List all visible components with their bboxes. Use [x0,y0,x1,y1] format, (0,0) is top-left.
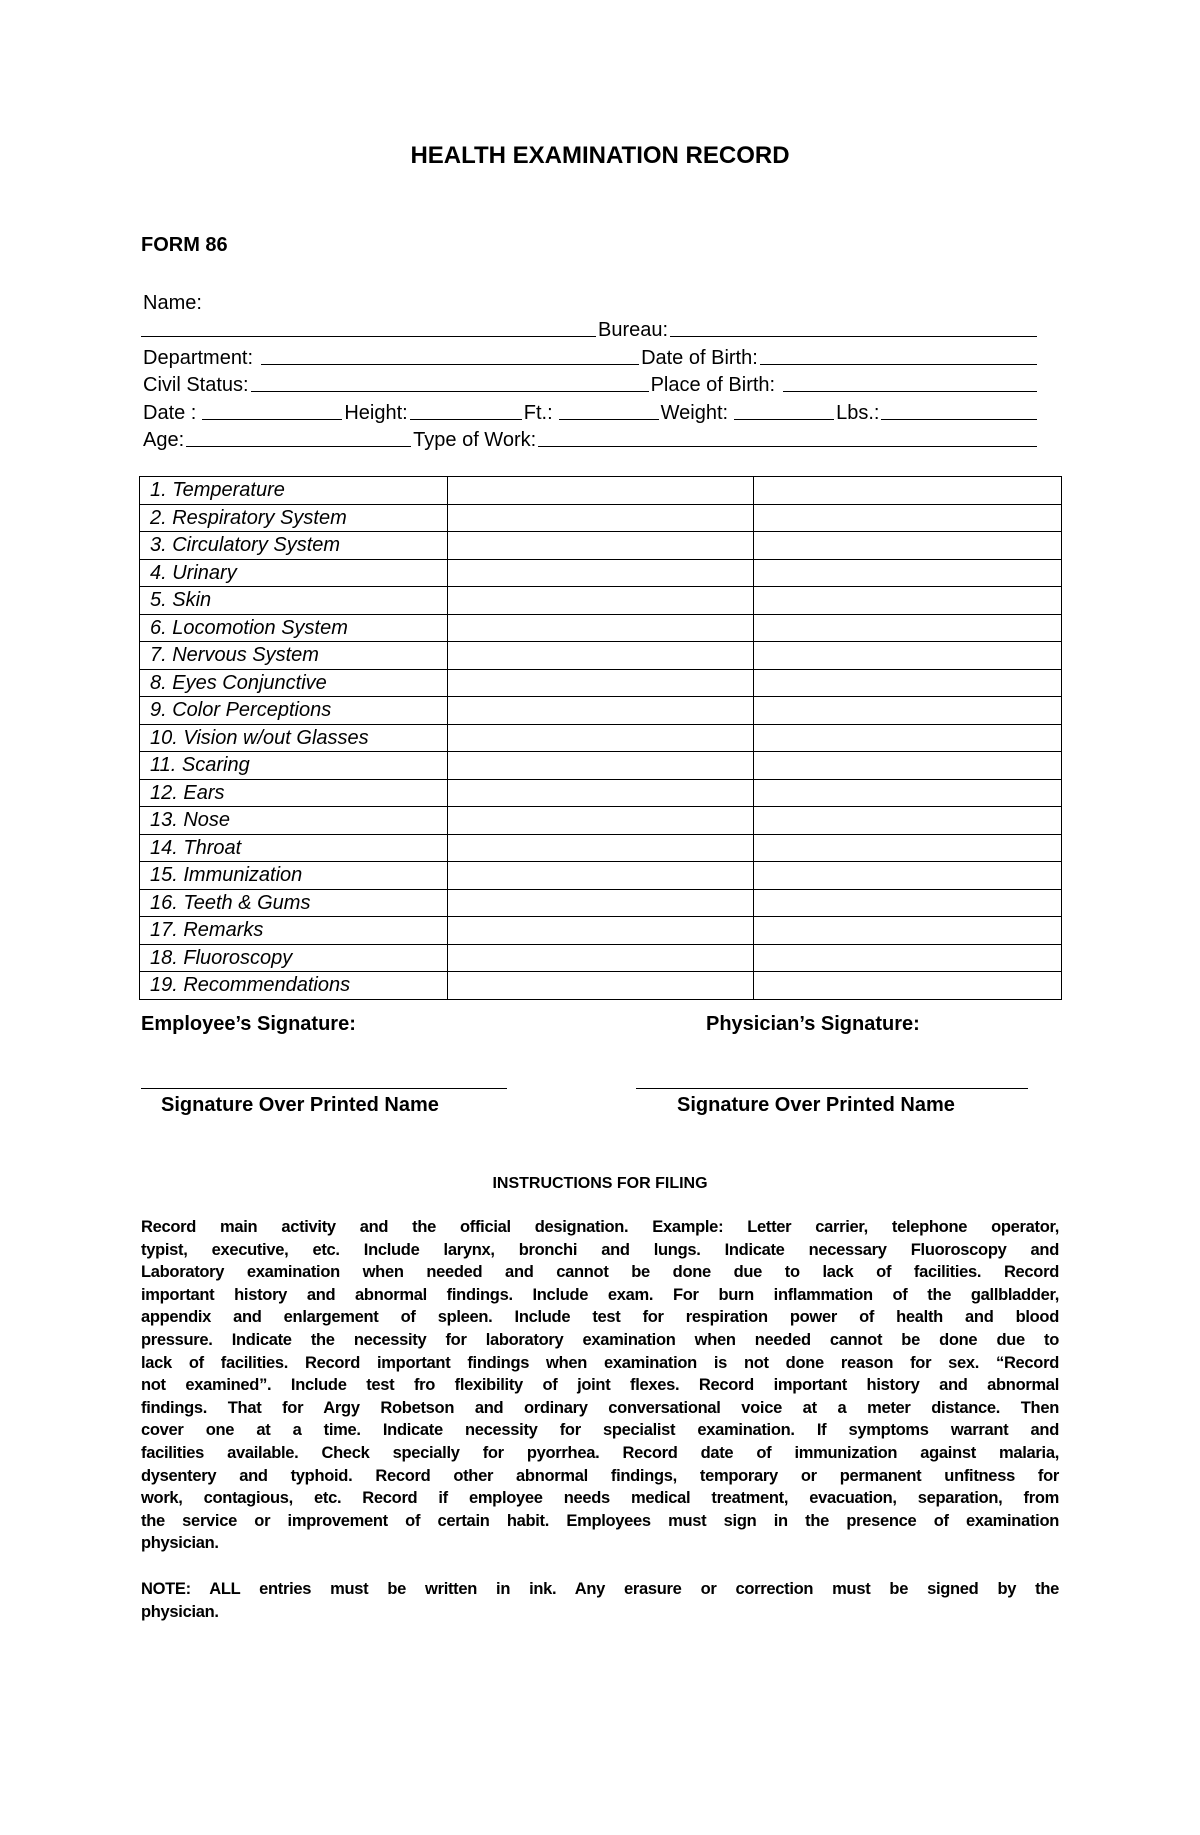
exam-result-cell[interactable] [448,559,754,587]
date-field[interactable] [202,419,342,420]
exam-notes-cell[interactable] [754,477,1062,505]
exam-notes-cell[interactable] [754,559,1062,587]
exam-item-label: 1. Temperature [140,477,448,505]
exam-item-label: 12. Ears [140,779,448,807]
paragraph-line: pressure. Indicate the necessity for laboratory examination when needed cannot be done due to [141,1330,1059,1349]
exam-item-label: 8. Eyes Conjunctive [140,669,448,697]
table-row [140,917,1062,945]
exam-result-cell[interactable] [448,972,754,1000]
department-field[interactable] [261,364,639,365]
table-row [140,862,1062,890]
paragraph-line: Laboratory examination when needed and cannot be done due to lack of facilities. Record [141,1263,1059,1282]
exam-result-cell[interactable] [448,724,754,752]
employee-signature-caption: Signature Over Printed Name [161,1094,439,1116]
exam-item-label: 13. Nose [140,807,448,835]
paragraph-line: physician. [141,1534,219,1553]
exam-result-cell[interactable] [448,532,754,560]
exam-item-label: 9. Color Perceptions [140,697,448,725]
physician-signature-caption: Signature Over Printed Name [677,1094,955,1116]
lbs-label: Lbs.: [836,401,880,424]
exam-notes-cell[interactable] [754,779,1062,807]
department-label: Department: [143,346,254,369]
type-of-work-field[interactable] [538,446,1037,447]
examination-table [139,476,1062,1000]
table-row [140,889,1062,917]
table-row [140,779,1062,807]
exam-notes-cell[interactable] [754,614,1062,642]
exam-notes-cell[interactable] [754,972,1062,1000]
exam-result-cell[interactable] [448,807,754,835]
height-label: Height: [344,401,408,424]
exam-item-label: 7. Nervous System [140,642,448,670]
exam-item-label: 5. Skin [140,587,448,615]
table-row [140,972,1062,1000]
paragraph-line: work, contagious, etc. Record if employee needs medical treatment, evacuation, separation, from [141,1489,1059,1508]
exam-result-cell[interactable] [448,697,754,725]
paragraph-line: appendix and enlargement of spleen. Include test for respiration power of health and blood [141,1308,1059,1327]
note-line: physician. [141,1602,219,1621]
exam-result-cell[interactable] [448,642,754,670]
table-row [140,834,1062,862]
type-of-work-label: Type of Work: [413,429,537,451]
paragraph-line: not examined”. Include test fro flexibility of joint flexes. Record important history and abnormal [141,1376,1059,1395]
paragraph-line: lack of facilities. Record important findings when examination is not done reason for sex. “Record [141,1353,1059,1372]
exam-result-cell[interactable] [448,587,754,615]
exam-notes-cell[interactable] [754,532,1062,560]
weight-label: Weight: [660,401,729,424]
exam-item-label: 14. Throat [140,834,448,862]
exam-notes-cell[interactable] [754,697,1062,725]
exam-result-cell[interactable] [448,944,754,972]
exam-notes-cell[interactable] [754,669,1062,697]
lbs-field[interactable] [881,419,1037,420]
exam-result-cell[interactable] [448,504,754,532]
exam-item-label: 18. Fluoroscopy [140,944,448,972]
table-row [140,752,1062,780]
exam-item-label: 15. Immunization [140,862,448,890]
civil-status-field[interactable] [251,391,649,392]
place-of-birth-label: Place of Birth: [650,374,776,396]
height-field[interactable] [410,419,522,420]
date-of-birth-label: Date of Birth: [641,346,758,369]
name-field[interactable] [141,336,596,337]
exam-notes-cell[interactable] [754,504,1062,532]
exam-result-cell[interactable] [448,862,754,890]
exam-item-label: 6. Locomotion System [140,614,448,642]
paragraph-line: findings. That for Argy Robetson and ordinary conversational voice at a meter distance. Then [141,1398,1059,1417]
exam-result-cell[interactable] [448,614,754,642]
exam-result-cell[interactable] [448,477,754,505]
table-row [140,697,1062,725]
exam-result-cell[interactable] [448,752,754,780]
paragraph-line: important history and abnormal findings. Include exam. For burn inflammation of the gallbladder, [141,1285,1059,1304]
table-row [140,477,1062,505]
ft-field[interactable] [559,419,659,420]
exam-item-label: 11. Scaring [140,752,448,780]
exam-notes-cell[interactable] [754,752,1062,780]
exam-notes-cell[interactable] [754,807,1062,835]
exam-notes-cell[interactable] [754,642,1062,670]
table-row [140,559,1062,587]
instructions-paragraph [141,1216,1059,1555]
page-title: HEALTH EXAMINATION RECORD [410,142,790,169]
table-row [140,669,1062,697]
ft-label: Ft.: [523,401,553,424]
exam-result-cell[interactable] [448,834,754,862]
exam-notes-cell[interactable] [754,917,1062,945]
exam-item-label: 4. Urinary [140,559,448,587]
exam-item-label: 2. Respiratory System [140,504,448,532]
exam-item-label: 19. Recommendations [140,972,448,1000]
exam-notes-cell[interactable] [754,587,1062,615]
name-label: Name: [143,291,202,314]
exam-item-label: 17. Remarks [140,917,448,945]
exam-notes-cell[interactable] [754,834,1062,862]
table-row [140,504,1062,532]
exam-result-cell[interactable] [448,669,754,697]
exam-item-label: 10. Vision w/out Glasses [140,724,448,752]
instructions-note [141,1578,1059,1623]
date-of-birth-field[interactable] [760,364,1037,365]
personal-info-fields [141,287,1037,452]
table-row [140,587,1062,615]
table-row [140,614,1062,642]
age-field[interactable] [186,446,411,447]
exam-item-label: 3. Circulatory System [140,532,448,560]
exam-result-cell[interactable] [448,917,754,945]
exam-result-cell[interactable] [448,889,754,917]
physician-signature-label: Physician’s Signature: [706,1013,920,1035]
form-number: FORM 86 [141,234,228,256]
table-row [140,532,1062,560]
exam-notes-cell[interactable] [754,889,1062,917]
table-row [140,642,1062,670]
note-line: NOTE: ALL entries must be written in ink. Any erasure or correction must be signed by the [141,1580,1059,1598]
employee-signature-label: Employee’s Signature: [141,1013,356,1035]
date-label: Date : [143,401,197,424]
civil-status-label: Civil Status: [143,374,249,396]
exam-item-label: 16. Teeth & Gums [140,889,448,917]
bureau-label: Bureau: [598,319,669,341]
exam-notes-cell[interactable] [754,862,1062,890]
paragraph-line: cover one at a time. Indicate necessity for specialist examination. If symptoms warrant and [141,1421,1059,1440]
exam-notes-cell[interactable] [754,944,1062,972]
age-label: Age: [143,429,185,451]
table-row [140,807,1062,835]
paragraph-line: dysentery and typhoid. Record other abnormal findings, temporary or permanent unfitness for [141,1466,1059,1485]
employee-signature-line[interactable] [141,1088,507,1089]
weight-field[interactable] [734,419,834,420]
exam-result-cell[interactable] [448,779,754,807]
paragraph-line: typist, executive, etc. Include larynx, bronchi and lungs. Indicate necessary Fluoroscopy and [141,1240,1059,1259]
exam-notes-cell[interactable] [754,724,1062,752]
place-of-birth-field[interactable] [783,391,1037,392]
instructions-title: INSTRUCTIONS FOR FILING [492,1175,708,1192]
table-row [140,724,1062,752]
paragraph-line: Record main activity and the official designation. Example: Letter carrier, telephone operator, [141,1218,1059,1236]
paragraph-line: facilities available. Check specially for pyorrhea. Record date of immunization against malaria, [141,1443,1059,1462]
physician-signature-line[interactable] [636,1088,1028,1089]
table-row [140,944,1062,972]
bureau-field[interactable] [670,336,1037,337]
paragraph-line: the service or improvement of certain habit. Employees must sign in the presence of examination [141,1511,1059,1530]
